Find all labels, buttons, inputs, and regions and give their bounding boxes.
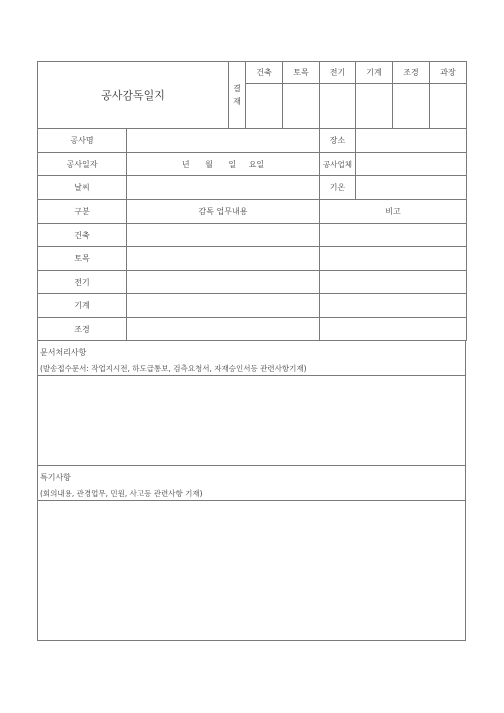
content-field-landscape[interactable] bbox=[127, 318, 320, 341]
work-table bbox=[37, 199, 467, 341]
remarks-field-landscape[interactable] bbox=[320, 318, 467, 341]
date-day-label: 일 bbox=[228, 159, 237, 169]
approval-sign-electric[interactable] bbox=[320, 84, 356, 129]
contractor-field[interactable] bbox=[356, 153, 467, 176]
special-heading: 특기사항 bbox=[40, 473, 71, 482]
row-label-electric: 전기 bbox=[38, 271, 127, 294]
approval-sign-manager[interactable] bbox=[430, 84, 467, 129]
approval-sign-landscape[interactable] bbox=[393, 84, 430, 129]
project-name-field[interactable] bbox=[127, 129, 320, 153]
date-weekday-label: 요일 bbox=[248, 159, 265, 169]
header-table bbox=[37, 61, 467, 129]
remarks-field-civil[interactable] bbox=[320, 247, 467, 271]
documents-table bbox=[37, 340, 466, 641]
weather-field[interactable] bbox=[127, 176, 320, 200]
date-year-label: 년 bbox=[181, 159, 190, 169]
approval-col-electric: 전기 bbox=[320, 62, 356, 84]
date-field[interactable] bbox=[127, 153, 320, 176]
temperature-label: 기온 bbox=[320, 176, 356, 200]
info-table bbox=[37, 128, 467, 200]
location-label: 장소 bbox=[320, 129, 356, 153]
special-field[interactable] bbox=[38, 501, 466, 641]
approval-sign-civil[interactable] bbox=[283, 84, 320, 129]
supervision-log-form bbox=[37, 61, 466, 641]
row-label-civil: 토목 bbox=[38, 247, 127, 271]
date-month-label: 월 bbox=[205, 159, 213, 169]
documents-subheading: (발송접수문서: 작업지시전, 하도급통보, 검측요청서, 자재승인서등 관련사항기재) bbox=[40, 364, 307, 373]
approval-sign-architecture[interactable] bbox=[246, 84, 283, 129]
approval-col-landscape: 조경 bbox=[393, 62, 430, 84]
approval-col-mechanical: 기계 bbox=[356, 62, 393, 84]
approval-col-architecture: 건축 bbox=[246, 62, 283, 84]
approval-label-top: 결 bbox=[233, 84, 241, 93]
content-field-architecture[interactable] bbox=[127, 224, 320, 247]
remarks-field-mechanical[interactable] bbox=[320, 294, 467, 318]
documents-field[interactable] bbox=[38, 376, 466, 466]
documents-header bbox=[38, 341, 466, 376]
row-label-landscape: 조경 bbox=[38, 318, 127, 341]
approval-label-bottom: 재 bbox=[233, 97, 241, 106]
special-header bbox=[38, 466, 466, 501]
approval-col-manager: 과장 bbox=[430, 62, 467, 84]
remarks-header: 비고 bbox=[320, 200, 467, 224]
weather-label: 날씨 bbox=[38, 176, 127, 200]
row-label-architecture: 건축 bbox=[38, 224, 127, 247]
date-label: 공사일자 bbox=[38, 153, 127, 176]
temperature-field[interactable] bbox=[356, 176, 467, 200]
content-field-electric[interactable] bbox=[127, 271, 320, 294]
content-field-mechanical[interactable] bbox=[127, 294, 320, 318]
documents-heading: 문서처리사항 bbox=[40, 348, 87, 357]
document-title: 공사감독일지 bbox=[38, 62, 229, 129]
content-field-civil[interactable] bbox=[127, 247, 320, 271]
approval-label bbox=[229, 62, 246, 129]
contractor-label: 공사업체 bbox=[320, 153, 356, 176]
content-header: 감독 업무내용 bbox=[127, 200, 320, 224]
category-header: 구분 bbox=[38, 200, 127, 224]
remarks-field-architecture[interactable] bbox=[320, 224, 467, 247]
location-field[interactable] bbox=[356, 129, 467, 153]
special-subheading: (회의내용, 관경업무, 민원, 사고등 관련사항 기재) bbox=[40, 489, 203, 498]
approval-col-civil: 토목 bbox=[283, 62, 320, 84]
remarks-field-electric[interactable] bbox=[320, 271, 467, 294]
row-label-mechanical: 기계 bbox=[38, 294, 127, 318]
project-name-label: 공사명 bbox=[38, 129, 127, 153]
approval-sign-mechanical[interactable] bbox=[356, 84, 393, 129]
